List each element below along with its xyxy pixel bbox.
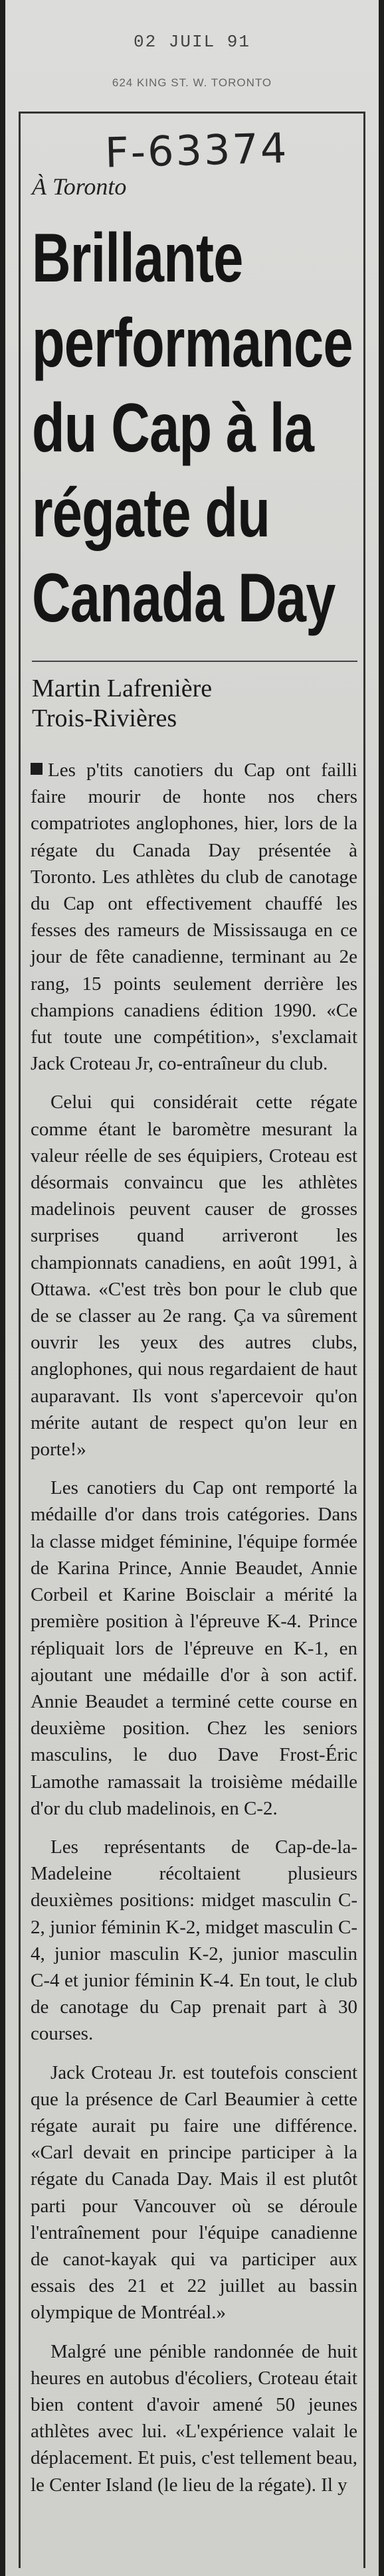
article-headline: Brillante performance du Cap à la régate du Canada Day [32, 220, 353, 637]
article-paragraph-6: Malgré une pénible randonnée de huit heures en autobus d'écoliers, Croteau était bien content d'avoir amené 50 jeunes athlètes avec lui. «L'expérience valait le déplacement. Et puis, c'est tellement beau, le Center Island (le lieu de la régate). Il y [31, 2340, 357, 2496]
article-paragraph-3: Les canotiers du Cap ont remporté la médaille d'or dans trois catégories. Dans la classe midget féminine, l'équipe formée de Karina Prince, Annie Beaudet, Annie Corbeil et Karine Boisclair a mérité la première position à l'épreuve K-4. Prince répliquait lors de l'épreuve en K-1, en ajoutant une médaille d'or à son actif. Annie Beaudet a terminé cette course en deuxième position. Chez les seniors masculins, le duo Dave Frost-Éric Lamothe ramassait la troisième médaille d'or du club madelinois, en C-2. [31, 1477, 357, 1819]
byline-author: Martin Lafrenière [32, 675, 213, 702]
article-paragraph-2: Celui qui considérait cette régate comme étant le baromètre mesurant la valeur réelle de ses équipiers, Croteau est désormais convaincu que les athlètes madelinois peuvent causer de grosses surprises quand arriveront les championnats canadiens, en août 1991, à Ottawa. «C'est très bon pour le club que de se classer au 2e rang. Ça va sûrement ouvrir les yeux des autres clubs, anglophones, qui nous regardaient de haut auparavant. Ils vont s'apercevoir qu'on mérite autant de respect qu'on leur en porte!» [31, 1091, 357, 1461]
byline-city: Trois-Rivières [32, 704, 177, 732]
article-kicker: À Toronto [32, 173, 127, 200]
clipping-frame-right [363, 112, 365, 2568]
article-paragraph-4: Les représentants de Cap-de-la-Madeleine récoltaient plusieurs deuxièmes positions: midget masculin C-2, junior féminin K-2, midget masculin C-4, junior masculin K-2, junior masculin C-4 et junior féminin K-4. En tout, le club de canotage du Cap prenait part à 30 courses. [31, 1836, 357, 2045]
newspaper-clipping [5, 0, 379, 2576]
article-paragraph-5: Jack Croteau Jr. est toutefois conscient que la présence de Carl Beaumier à cette régate aurait pu faire une différence. «Carl devait en principe participer à la régate du Canada Day. Mais il est plutôt parti pour Vancouver où se déroule l'entraînement pour l'équipe canadienne de canot-kayak qui va participer aux essais des 21 et 22 juillet au bassin olympique de Montréal.» [31, 2061, 357, 2324]
handwritten-reference-number: F-63374 [104, 123, 290, 177]
paragraph-1-text: Les p'tits canotiers du Cap ont failli faire mourir de honte nos chers compatriotes anglophones, hier, lors de la régate du Canada Day présentée à Toronto. Les athlètes du club de canotage du Cap ont effectivement chauffé les fesses des rameurs de Mississauga en ce jour de fête canadienne, terminant au 2e rang, 15 points seulement derrière les champions canadiens édition 1990. «Ce fut toute une compétition», s'exclamait Jack Croteau Jr, co-entraîneur du club. [31, 760, 357, 1075]
article-paragraph-1 [31, 757, 357, 1077]
stamp-source: 624 KING ST. W. TORONTO [112, 76, 272, 89]
paragraph-bullet-icon [31, 763, 43, 775]
clipping-frame-left [19, 112, 21, 2568]
clipping-frame-top [19, 112, 365, 114]
article-body [31, 757, 357, 2510]
stamp-date: 02 JUIL 91 [133, 32, 251, 52]
headline-divider [32, 661, 357, 662]
